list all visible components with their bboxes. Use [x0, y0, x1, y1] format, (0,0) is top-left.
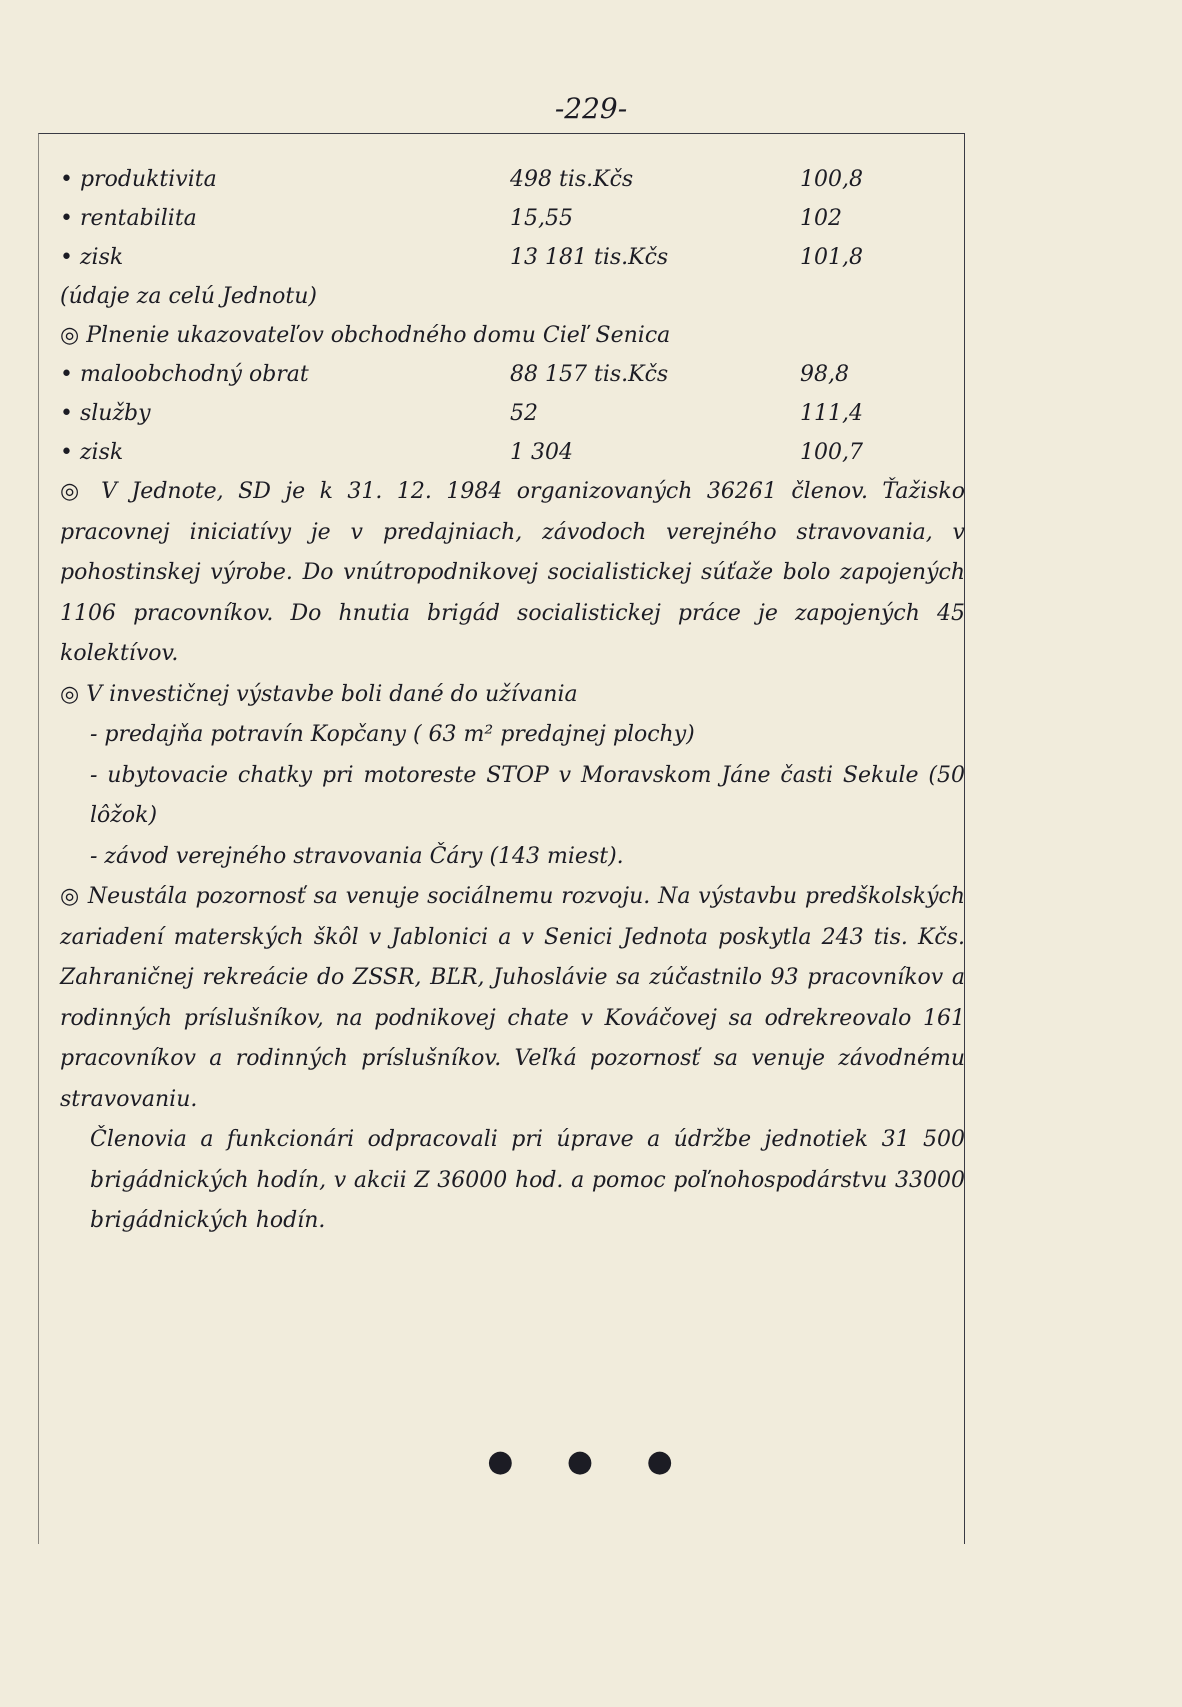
stat-percent: 102	[800, 206, 842, 231]
investment-heading: ◎ V investičnej výstavbe boli dané do užívania	[60, 681, 578, 707]
handwritten-text	[60, 160, 965, 1242]
brigades-text: Členovia a funkcionári odpracovali pri úprave a údržbe jednotiek 31 500 brigádnických hodín, v akcii Z 36000 hod. a pomoc poľnohospodárstvu 33000 brigádnických hodín.	[90, 1127, 965, 1233]
members-paragraph	[60, 472, 965, 675]
stat-label: • rentabilita	[60, 206, 197, 231]
stat-label: • služby	[60, 401, 151, 426]
investment-section	[60, 675, 965, 878]
union-note: (údaje za celú Jednotu)	[60, 284, 317, 309]
stat-row	[60, 355, 965, 394]
stat-label: • zisk	[60, 440, 124, 465]
investment-item: - závod verejného stravovania Čáry (143 miest).	[90, 843, 624, 869]
stat-row	[60, 433, 965, 472]
stat-percent: 98,8	[800, 362, 849, 387]
stat-value: 13 181 tis.Kčs	[510, 245, 669, 270]
stat-percent: 111,4	[800, 401, 863, 426]
store-heading: ◎ Plnenie ukazovateľov obchodného domu Cieľ Senica	[60, 323, 671, 348]
end-marks: ● ● ●	[487, 1444, 695, 1479]
stat-percent: 100,7	[800, 440, 863, 465]
stat-value: 52	[510, 401, 538, 426]
investment-item: - predajňa potravín Kopčany ( 63 m² predajnej plochy)	[90, 722, 695, 747]
stat-value: 498 tis.Kčs	[510, 167, 634, 192]
stat-row	[60, 394, 965, 433]
stat-percent: 100,8	[800, 167, 863, 192]
stat-value: 1 304	[510, 440, 573, 465]
stat-label: • zisk	[60, 245, 124, 270]
stat-value: 15,55	[510, 206, 573, 231]
social-paragraph	[60, 877, 965, 1242]
stat-row	[60, 238, 965, 277]
stat-row	[60, 160, 965, 199]
stat-label: • produktivita	[60, 167, 217, 192]
stat-label: • maloobchodný obrat	[60, 362, 309, 387]
members-text: ◎ V Jednote, SD je k 31. 12. 1984 organizovaných 36261 členov. Ťažisko pracovnej iniciatívy je v predajniach, závodoch verejného stravovania, v pohostinskej výrobe. Do vnútropodnikovej socialistickej súťaže bolo zapojených 1106 pracovníkov. Do hnutia brigád socialistickej práce je zapojených 45 kolektívov.	[60, 479, 965, 666]
stat-row	[60, 199, 965, 238]
stat-value: 88 157 tis.Kčs	[510, 362, 669, 387]
stat-percent: 101,8	[800, 245, 863, 270]
social-text: ◎ Neustála pozornosť sa venuje sociálnemu rozvoju. Na výstavbu predškolských zariadení materských škôl v Jablonici a v Senici Jednota poskytla 243 tis. Kčs. Zahraničnej rekreácie do ZSSR, BĽR, Juhoslávie sa zúčastnilo 93 pracovníkov a rodinných príslušníkov, na podnikovej chate v Kováčovej sa odrekreovalo 161 pracovníkov a rodinných príslušníkov. Veľká pozornosť sa venuje závodnému stravovaniu.	[60, 884, 965, 1112]
investment-item: - ubytovacie chatky pri motoreste STOP v Moravskom Jáne časti Sekule (50 lôžok)	[90, 762, 965, 828]
page-number: -229-	[554, 92, 628, 125]
